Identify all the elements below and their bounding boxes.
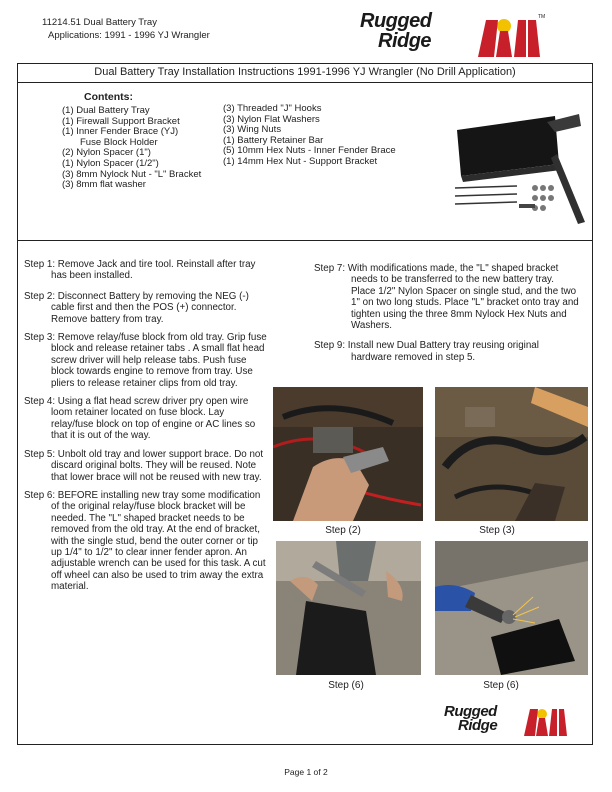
list-item: (3) Nylon Flat Washers [223, 113, 320, 125]
step-9 [314, 340, 580, 363]
page-number: Page 1 of 2 [284, 767, 328, 777]
list-item: (3) 8mm Nylock Nut - "L" Bracket [62, 168, 202, 180]
contents-heading: Contents: [84, 91, 133, 103]
list-item: Fuse Block Holder [80, 136, 158, 148]
list-item: (3) Wing Nuts [223, 124, 282, 136]
step-3 [24, 332, 268, 389]
caption-step-6b: Step (6) [483, 680, 519, 691]
step-text: BEFORE installing new tray some modification of the original relay/fuse block bracket will be needed. The "L" shaped bracket needs to be removed from the old tray. At the end of bracket, with the single stud, bend the outer corner or tip up 1/4" to 1/2" to clear inner fender apron. An adjustable wrench can be used for this task. A cut off wheel can also be used to trim away the extra material. [51, 489, 266, 593]
photo-step-6a [276, 541, 421, 675]
step-text: Using a flat head screw driver pry open wire loom retainer located on fuse block. Lay relay/fuse block on top of engine or AC lines so that it is out of the way. [51, 396, 256, 442]
list-item: (1) Dual Battery Tray [62, 105, 150, 116]
step-text: Remove relay/fuse block from old tray. Grip fuse block and release retainer tabs . A small flat head screw driver will help release tabs. Push fuse block towards engine to remove from tray. Use pliers to release retainer clips from old tray. [51, 332, 267, 389]
step-6 [24, 490, 268, 593]
step-label: Step 9: [314, 340, 346, 352]
list-item: (3) Threaded "J" Hooks [223, 103, 322, 114]
photo-step-3 [435, 387, 588, 521]
step-text: With modifications made, the "L" shaped bracket needs to be transferred to the new battery tray. Place 1/2" Nylon Spacer on single stud, and the two 1" on two long studs. Place "L" bracket onto tray and tighten using the three 8mm Nylock Hex Nuts and Washers. [347, 263, 579, 332]
brand-logo [358, 10, 548, 60]
step-text: Remove Jack and tire tool. Reinstall after tray has been installed. [51, 259, 256, 282]
step-text: Disconnect Battery by removing the NEG (-) cable first and then the POS (+) connector. Remove battery from tray. [51, 290, 249, 325]
grille-icon [474, 15, 548, 57]
list-item: (2) Nylon Spacer (1") [62, 147, 151, 159]
step-label: Step 6: [24, 489, 56, 501]
step-label: Step 7: [314, 263, 346, 274]
contents-list-right [223, 104, 396, 168]
list-item: (5) 10mm Hex Nuts - Inner Fender Brace [223, 145, 396, 157]
list-item: (3) 8mm flat washer [62, 179, 146, 191]
page-title: Dual Battery Tray Installation Instructions 1991-1996 YJ Wrangler (No Drill Application) [17, 63, 593, 83]
trademark-mark: TM [538, 14, 546, 20]
list-item: (1) Nylon Spacer (1/2") [62, 157, 159, 169]
step-label: Step 4: [24, 396, 56, 408]
photo-step-6b [435, 541, 588, 675]
logo-word-rugged: Rugged [360, 10, 432, 32]
step-text: Install new Dual Battery tray reusing original hardware removed in step 5. [347, 340, 539, 363]
step-5 [24, 449, 268, 483]
step-label: Step 2: [24, 290, 56, 302]
parts-kit-photo [447, 104, 587, 228]
list-item: (1) 14mm Hex Nut - Support Bracket [223, 155, 378, 167]
caption-step-3: Step (3) [479, 525, 515, 536]
step-7 [314, 263, 580, 331]
photo-step-2 [273, 387, 423, 521]
section-divider [17, 240, 593, 241]
list-item: (1) Firewall Support Bracket [62, 115, 180, 127]
footer-logo-word-ridge: Ridge [458, 717, 498, 734]
step-1 [24, 259, 268, 282]
part-number-line: 11214.51 Dual Battery Tray [42, 17, 157, 28]
footer-grille-icon [522, 706, 570, 736]
footer-logo-word-rugged: Rugged [444, 703, 497, 720]
contents-list-left [62, 106, 201, 191]
steps-right-column [314, 263, 580, 363]
list-item: (1) Inner Fender Brace (YJ) [62, 126, 179, 138]
list-item: (1) Battery Retainer Bar [223, 134, 324, 146]
step-label: Step 5: [24, 448, 56, 460]
caption-step-2: Step (2) [325, 525, 361, 536]
footer-brand-logo [444, 703, 574, 740]
step-2 [24, 291, 268, 325]
applications-line: Applications: 1991 - 1996 YJ Wrangler [48, 30, 210, 41]
caption-step-6a: Step (6) [328, 680, 364, 691]
step-label: Step 1: [24, 259, 56, 270]
logo-word-ridge: Ridge [378, 30, 432, 52]
step-4 [24, 396, 268, 442]
steps-left-column [24, 259, 268, 593]
step-label: Step 3: [24, 332, 56, 344]
step-text: Unbolt old tray and lower support brace. Do not discard original bolts. They will be reused. Note that lower brace will not be reused with new tray. [51, 448, 264, 483]
